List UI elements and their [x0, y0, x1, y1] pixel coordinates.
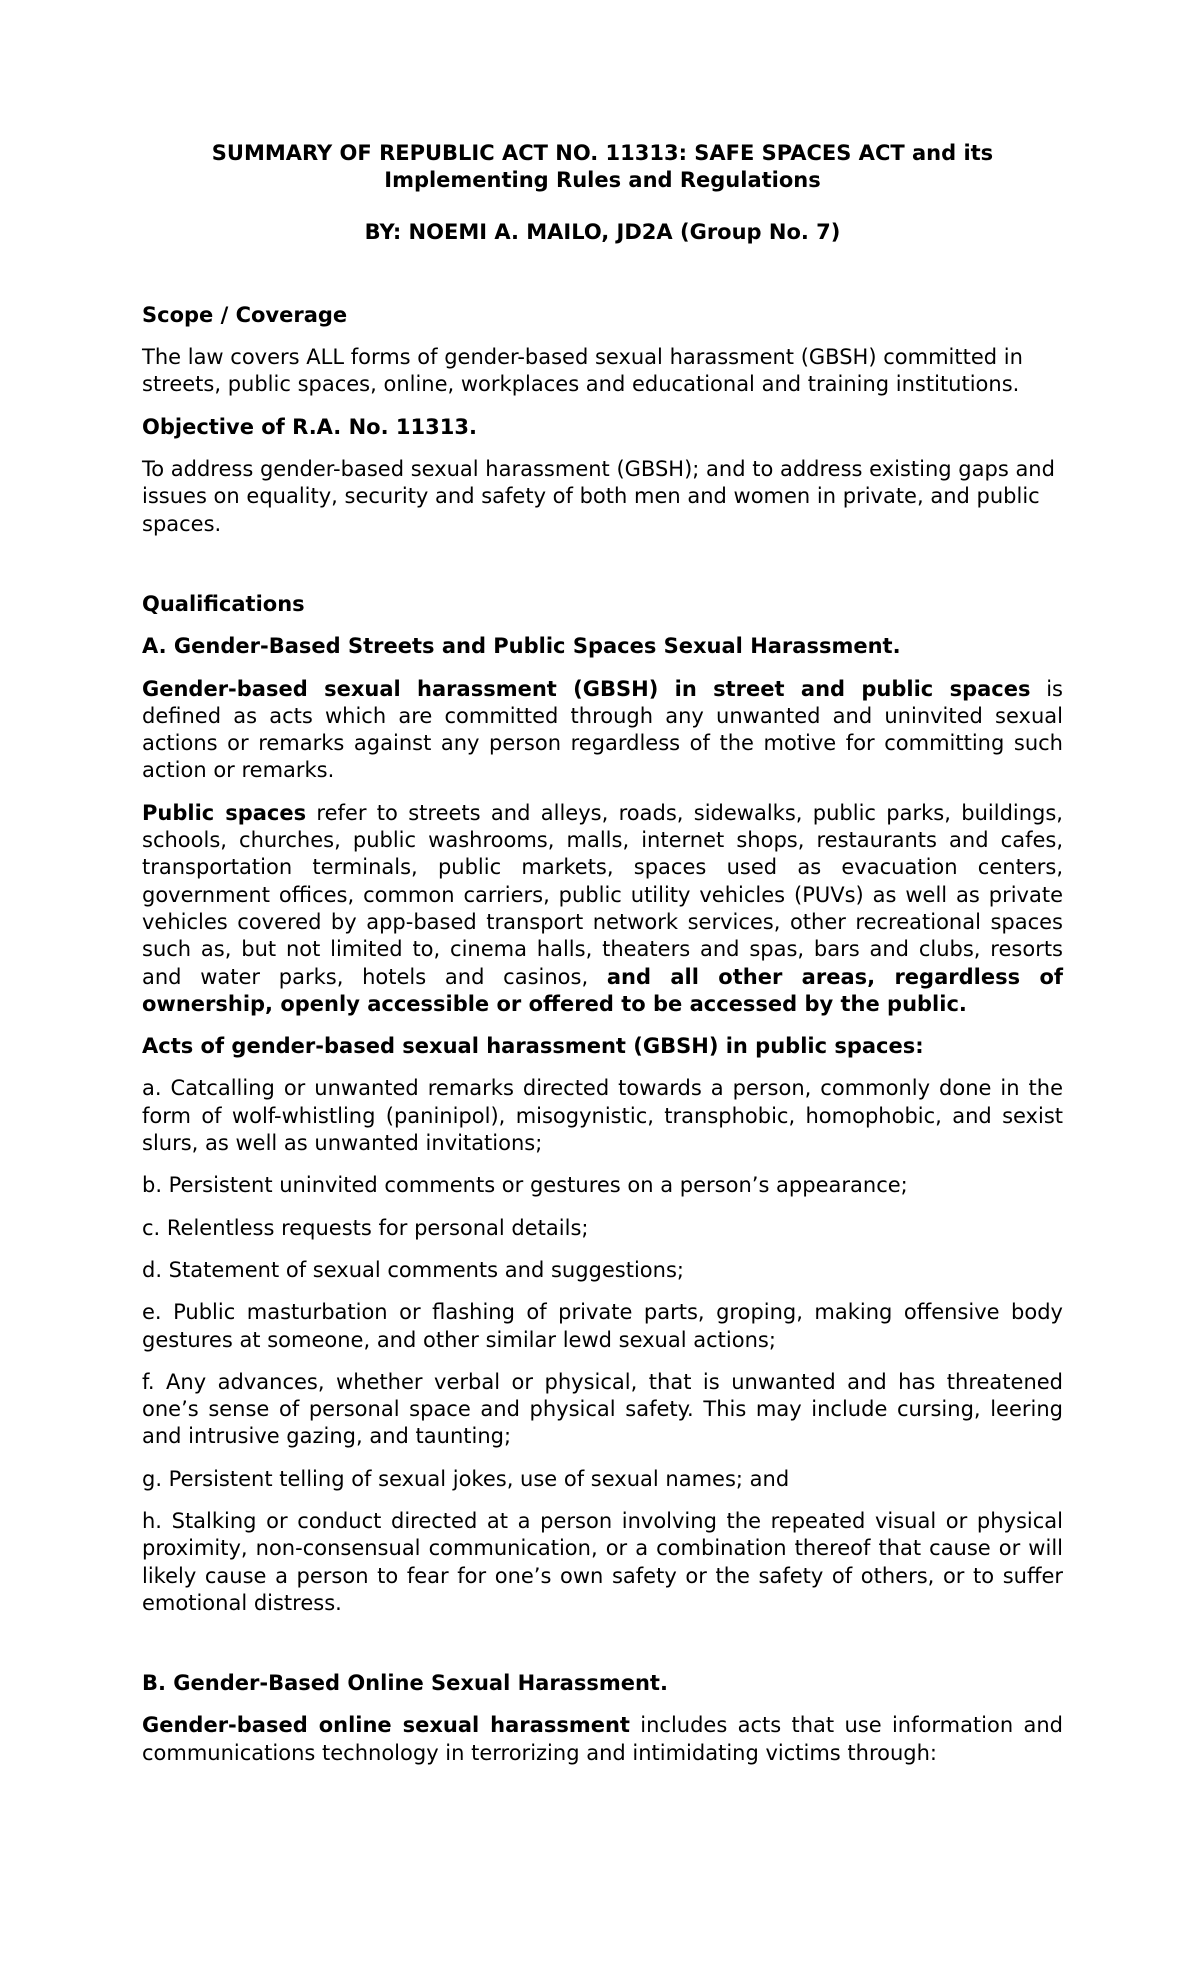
document-title-line-1: SUMMARY OF REPUBLIC ACT NO. 11313: SAFE SPACES ACT and its	[211, 141, 994, 165]
section-a-heading: A. Gender-Based Streets and Public Spaces Sexual Harassment.	[142, 634, 901, 659]
objective-text: To address gender-based sexual harassment (GBSH); and to address existing gaps and issues on equality, security and safety of both men and women in private, and public spaces.	[142, 457, 1055, 536]
act-item-b: b. Persistent uninvited comments or gestures on a person’s appearance;	[142, 1173, 908, 1198]
document-page	[142, 140, 1063, 1767]
act-item-e: e. Public masturbation or flashing of private parts, groping, making offensive body gestures at someone, and other similar lewd sexual actions;	[142, 1300, 1063, 1352]
public-spaces-definition	[142, 800, 1063, 1018]
online-gbsh-term: Gender-based online sexual harassment	[142, 1713, 630, 1738]
act-item-h: h. Stalking or conduct directed at a person involving the repeated visual or physical proximity, non-consensual communication, or a combination thereof that cause or will likely cause a person to fear for one’s own safety or the safety of others, or to suffer emotional distress.	[142, 1508, 1063, 1615]
public-spaces-definition-text: refer to streets and alleys, roads, sidewalks, public parks, buildings, schools, churches, public washrooms, malls, internet shops, restaurants and cafes, transportation terminals, public markets, spaces used as evacuation centers, government offices, common carriers, public utility vehicles (PUVs) as well as private vehicles covered by app-based transport network services, other recreational spaces such as, but not limited to, cinema halls, theaters and spas, bars and clubs, resorts and water parks, hotels and casinos,	[142, 800, 1063, 989]
gbsh-public-spaces-definition	[142, 676, 1063, 785]
scope-heading: Scope / Coverage	[142, 302, 348, 327]
gbsh-public-spaces-definition-text: is defined as acts which are committed through any unwanted and uninvited sexual actions or remarks against any person regardless of the motive for committing such action or remarks.	[142, 676, 1063, 783]
act-item-a: a. Catcalling or unwanted remarks directed towards a person, commonly done in the form of wolf-whistling (paninipol), misogynistic, transphobic, homophobic, and sexist slurs, as well as unwanted invitations;	[142, 1076, 1063, 1156]
public-spaces-term: Public spaces	[142, 800, 307, 825]
gbsh-public-spaces-term: Gender-based sexual harassment (GBSH) in street and public spaces	[142, 676, 1031, 701]
section-b-heading: B. Gender-Based Online Sexual Harassment.	[142, 1671, 668, 1696]
scope-text: The law covers ALL forms of gender-based sexual harassment (GBSH) committed in streets, public spaces, online, workplaces and educational and training institutions.	[142, 345, 1023, 397]
online-gbsh-definition	[142, 1712, 1063, 1767]
acts-heading: Acts of gender-based sexual harassment (GBSH) in public spaces:	[142, 1034, 924, 1059]
act-item-d: d. Statement of sexual comments and suggestions;	[142, 1257, 684, 1282]
qualifications-heading: Qualifications	[142, 591, 305, 616]
act-item-c: c. Relentless requests for personal details;	[142, 1215, 589, 1240]
act-item-g: g. Persistent telling of sexual jokes, use of sexual names; and	[142, 1466, 790, 1491]
public-spaces-definition-bold-end: and all other areas, regardless of ownership, openly accessible or offered to be accessed by the public.	[142, 964, 1064, 1016]
act-item-f: f. Any advances, whether verbal or physical, that is unwanted and has threatened one’s sense of personal space and physical safety. This may include cursing, leering and intrusive gazing, and taunting;	[142, 1369, 1063, 1449]
objective-heading: Objective of R.A. No. 11313.	[142, 414, 477, 439]
online-gbsh-definition-text: includes acts that use information and communications technology in terrorizing and intimidating victims through:	[142, 1713, 1063, 1765]
document-byline: BY: NOEMI A. MAILO, JD2A (Group No. 7)	[364, 219, 841, 244]
document-title-line-2: Implementing Rules and Regulations	[384, 168, 821, 193]
